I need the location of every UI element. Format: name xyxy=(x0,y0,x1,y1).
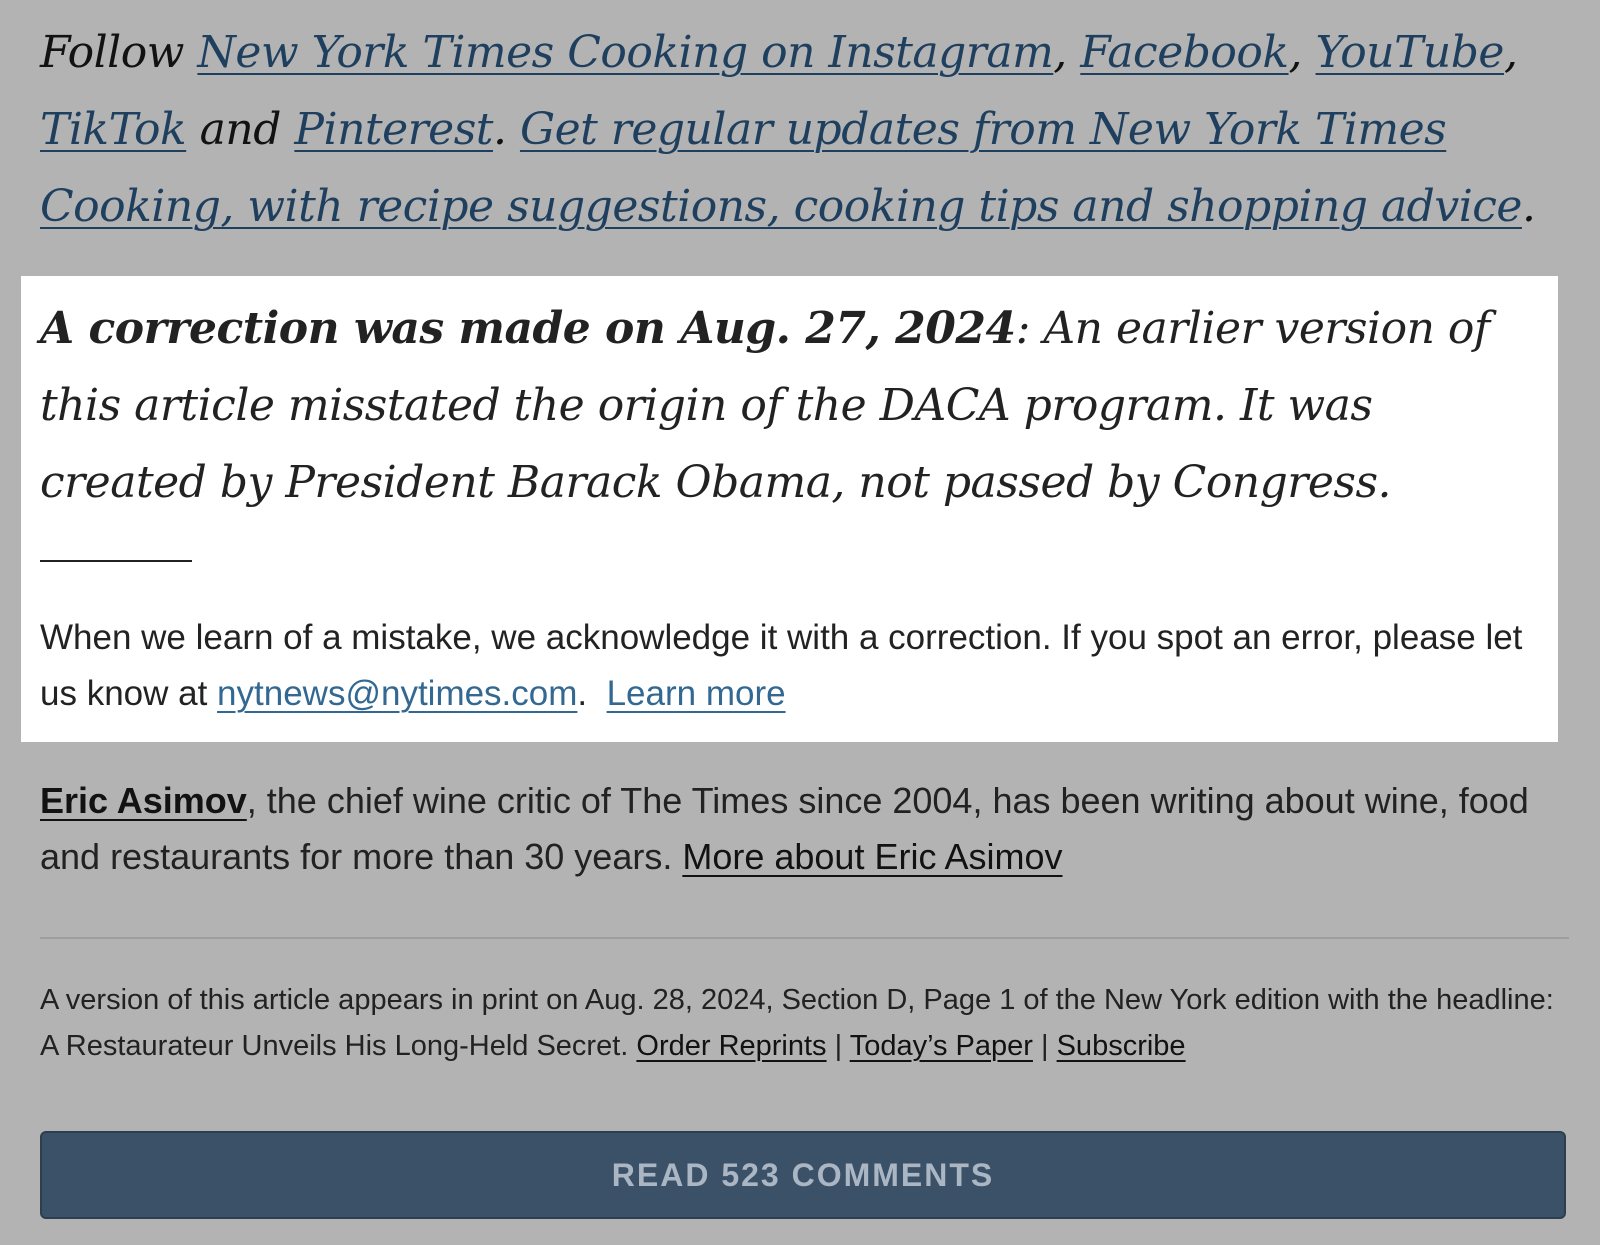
correction-body: An earlier version of this article misstated the origin of the DACA program. It was created by President Barack Obama, not passed by Congress. xyxy=(40,303,1490,508)
read-comments-button[interactable]: READ 523 COMMENTS xyxy=(40,1131,1566,1219)
follow-separator: , xyxy=(1053,27,1081,78)
correction-divider xyxy=(40,560,192,562)
youtube-link[interactable]: YouTube xyxy=(1315,27,1504,78)
follow-separator: , xyxy=(1503,27,1518,78)
corrections-policy xyxy=(40,610,1550,722)
correction-notice xyxy=(40,290,1540,521)
correction-box xyxy=(21,276,1558,742)
facebook-link[interactable]: Facebook xyxy=(1080,27,1289,78)
correction-colon: : xyxy=(1015,303,1044,354)
instagram-link[interactable]: New York Times Cooking on Instagram xyxy=(197,27,1054,78)
follow-end: . xyxy=(1521,181,1536,232)
tiktok-link[interactable]: TikTok xyxy=(40,104,187,155)
correction-heading: A correction was made on Aug. 27, 2024 xyxy=(40,303,1016,354)
subscribe-link[interactable]: Subscribe xyxy=(1056,1030,1186,1062)
todays-paper-link[interactable]: Today’s Paper xyxy=(849,1030,1033,1062)
newsletter-link[interactable]: Get regular updates from New York Times Cooking, with recipe suggestions, cooking tips and shopping advice xyxy=(40,104,1522,232)
order-reprints-link[interactable]: Order Reprints xyxy=(636,1030,827,1062)
learn-more-link[interactable]: Learn more xyxy=(606,674,786,713)
author-bio-text: , the chief wine critic of The Times since 2004, has been writing about wine, food and restaurants for more than 30 years. xyxy=(40,780,1529,877)
policy-text: When we learn of a mistake, we acknowledge it with a correction. If you spot an error, please let us know at xyxy=(40,618,1523,713)
follow-cooking-paragraph xyxy=(40,14,1570,245)
pipe-separator: | xyxy=(1032,1030,1057,1062)
author-bio xyxy=(40,773,1570,885)
print-edition-note xyxy=(40,977,1570,1069)
follow-separator: . xyxy=(492,104,520,155)
email-link[interactable]: nytnews@nytimes.com xyxy=(217,674,578,713)
follow-separator: , xyxy=(1288,27,1316,78)
pinterest-link[interactable]: Pinterest xyxy=(294,104,493,155)
more-about-author-link[interactable]: More about Eric Asimov xyxy=(682,836,1063,877)
print-text: A version of this article appears in print on Aug. 28, 2024, Section D, Page 1 of the New York edition with the headline: A Restaurateur Unveils His Long-Held Secret. xyxy=(40,984,1554,1062)
policy-separator: . xyxy=(577,674,607,713)
follow-prefix: Follow xyxy=(40,27,198,78)
follow-and: and xyxy=(186,104,295,155)
pipe-separator: | xyxy=(826,1030,850,1062)
author-name-link[interactable]: Eric Asimov xyxy=(40,780,247,821)
section-divider xyxy=(40,937,1569,939)
